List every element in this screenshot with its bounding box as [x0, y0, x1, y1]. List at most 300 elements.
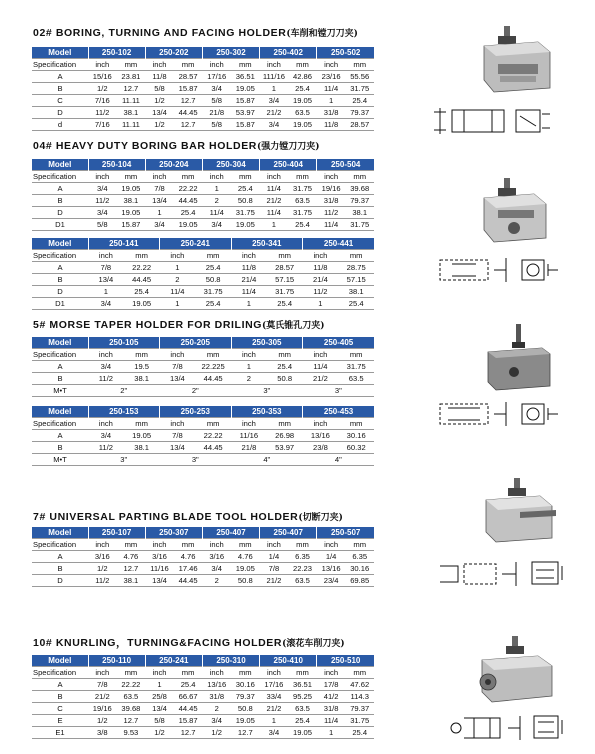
table-row	[32, 727, 374, 739]
unit-label: inch	[324, 60, 339, 69]
spec-table-02	[32, 47, 374, 131]
unit-label: inch	[324, 668, 339, 677]
table-cell: 22.22	[121, 680, 141, 689]
table-cell: 19/16	[92, 704, 112, 713]
model-label: Model	[32, 159, 88, 171]
table-cell: 3/4	[211, 716, 222, 725]
table-cell: 11/4	[324, 716, 339, 725]
table-row	[32, 575, 374, 587]
table-row	[32, 691, 374, 703]
table-cell: 25.4	[348, 299, 364, 308]
model-number: 250-302	[202, 47, 259, 59]
model-number: 250-407	[260, 527, 317, 539]
table-cell: 11/2	[313, 287, 328, 296]
table-cell: 1/2	[97, 564, 108, 573]
spec-table-5b	[32, 406, 374, 466]
table-cell: 3/4	[100, 362, 112, 371]
unit-label: inch	[313, 251, 328, 260]
table-cell: 111/16	[262, 72, 285, 81]
tool-holder-photo-02	[476, 24, 556, 94]
specification-label: Specification	[33, 60, 77, 69]
table-cell: 19.05	[121, 184, 141, 193]
table-cell: 63.5	[123, 692, 139, 701]
morse-taper-row	[32, 385, 374, 397]
table-cell: 7/8	[97, 680, 108, 689]
unit-label: inch	[241, 350, 256, 359]
table-cell: 19.05	[121, 208, 141, 217]
table-cell: 19.05	[235, 716, 255, 725]
unit-label: inch	[152, 668, 167, 677]
table-cell: 44.45	[178, 196, 198, 205]
section-title-5: 5# MORSE TAPER HOLDER FOR DRILING(莫氏锥孔刀夹)	[33, 319, 325, 331]
table-row	[32, 219, 374, 231]
table-cell: 57.15	[346, 275, 366, 284]
table-cell: 25.4	[277, 362, 293, 371]
table-cell: 25.4	[180, 208, 196, 217]
table-cell: 25.4	[295, 220, 310, 229]
model-number: 250-310	[202, 655, 259, 667]
unit-header-row	[32, 539, 374, 551]
table-cell: 4.76	[237, 552, 253, 561]
unit-label: mm	[349, 251, 363, 260]
table-cell: 11/16	[150, 564, 169, 573]
table-cell: 4.76	[180, 552, 196, 561]
table-cell: 1	[157, 208, 162, 217]
table-cell: 13/4	[152, 576, 167, 585]
row-label: M•T	[53, 386, 67, 395]
table-row	[32, 703, 374, 715]
unit-header-row	[32, 59, 374, 71]
table-cell: 1/2	[154, 728, 165, 737]
unit-label: inch	[170, 251, 185, 260]
unit-label: mm	[206, 350, 220, 359]
model-label: Model	[32, 527, 88, 539]
unit-label: inch	[170, 419, 185, 428]
model-number: 250-104	[88, 159, 145, 171]
table-cell: 22.22	[203, 431, 223, 440]
unit-label: mm	[353, 60, 367, 69]
model-label: Model	[32, 406, 88, 418]
technical-drawing-5	[436, 398, 566, 432]
table-row	[32, 298, 374, 310]
table-cell: 11/8	[324, 120, 339, 129]
unit-label: inch	[152, 60, 167, 69]
row-label: D	[57, 287, 63, 296]
table-cell: 28.57	[178, 72, 198, 81]
table-row	[32, 119, 374, 131]
model-number: 250-107	[88, 527, 145, 539]
table-cell: 11/4	[170, 287, 185, 296]
unit-label: inch	[266, 60, 281, 69]
table-cell: 21/2	[94, 692, 110, 701]
table-cell: 44.45	[132, 275, 152, 284]
table-cell: 7/8	[172, 431, 183, 440]
table-cell: 19.05	[293, 120, 313, 129]
unit-label: inch	[324, 172, 339, 181]
table-cell: 28.75	[346, 263, 366, 272]
table-cell: 28.57	[275, 263, 295, 272]
table-cell: 11/2	[95, 108, 110, 117]
table-cell: 7/8	[154, 184, 165, 193]
table-cell: 3/16	[209, 552, 225, 561]
table-cell: 25.4	[134, 287, 150, 296]
table-cell: 2	[214, 576, 219, 585]
table-cell: 60.32	[346, 443, 366, 452]
table-cell: 1	[271, 220, 277, 229]
table-cell: 22.225	[201, 362, 225, 371]
unit-label: inch	[209, 668, 224, 677]
table-cell: 38.1	[134, 443, 150, 452]
row-label: B	[57, 275, 63, 284]
model-label: Model	[32, 655, 88, 667]
table-cell: 11/8	[313, 263, 328, 272]
table-cell: 3/4	[154, 220, 165, 229]
table-row	[32, 195, 374, 207]
table-cell: 23/16	[321, 72, 341, 81]
table-cell: 4.76	[123, 552, 139, 561]
unit-label: mm	[238, 540, 252, 549]
table-cell: 23/8	[313, 443, 328, 452]
unit-label: mm	[278, 419, 291, 428]
table-cell: 13/4	[170, 374, 185, 383]
unit-label: mm	[296, 668, 309, 677]
table-cell: 1	[328, 96, 334, 105]
table-cell: 1	[157, 680, 162, 689]
unit-label: inch	[98, 419, 113, 428]
table-cell: 7/8	[268, 564, 280, 573]
table-cell: 44.45	[178, 108, 198, 117]
unit-label: mm	[278, 350, 291, 359]
unit-label: mm	[135, 251, 148, 260]
table-cell: 15.87	[178, 716, 198, 725]
row-label: D1	[55, 299, 65, 308]
table-row	[32, 107, 374, 119]
row-label: A	[57, 431, 63, 440]
unit-label: mm	[353, 540, 367, 549]
table-cell: 11/4	[266, 184, 282, 193]
table-cell: 21/2	[266, 108, 282, 117]
unit-label: mm	[135, 350, 148, 359]
table-cell: 7/16	[94, 96, 110, 105]
table-cell: 1	[328, 728, 334, 737]
table-cell: 47.62	[350, 680, 370, 689]
unit-label: mm	[135, 419, 148, 428]
table-cell: 13/16	[207, 680, 227, 689]
model-number: 250-441	[303, 238, 375, 250]
row-label: C	[57, 96, 63, 105]
table-cell: 17.46	[178, 564, 198, 573]
table-cell: 3/4	[268, 96, 280, 105]
table-cell: 79.37	[235, 692, 255, 701]
table-cell: 26.98	[275, 431, 295, 440]
unit-label: inch	[324, 540, 339, 549]
table-cell: 39.68	[350, 184, 370, 193]
table-cell: 28.57	[350, 120, 370, 129]
row-label: B	[57, 564, 63, 573]
table-cell: 11/2	[95, 576, 110, 585]
table-cell: 44.45	[203, 374, 223, 383]
table-cell: 31.75	[203, 287, 223, 296]
table-cell: 21/2	[266, 704, 282, 713]
table-cell: 38.1	[123, 108, 139, 117]
table-cell: 31.75	[350, 84, 370, 93]
model-header-row	[32, 655, 374, 667]
spec-table-04b	[32, 238, 374, 310]
table-row	[32, 95, 374, 107]
table-row	[32, 563, 374, 575]
specification-label: Specification	[33, 668, 77, 677]
table-cell: 3/4	[268, 728, 280, 737]
table-cell: 63.5	[348, 374, 364, 383]
table-cell: 11/4	[241, 287, 257, 296]
unit-label: mm	[181, 172, 195, 181]
row-label: D	[57, 108, 63, 117]
table-row	[32, 262, 374, 274]
table-cell: 2	[246, 374, 252, 383]
row-label: C	[57, 704, 63, 713]
table-cell: 1/2	[154, 96, 165, 105]
table-cell: 2	[175, 275, 180, 284]
model-number: 250-304	[202, 159, 259, 171]
table-cell: 38.1	[123, 196, 139, 205]
model-number: 250-353	[231, 406, 303, 418]
table-cell: 1	[175, 299, 180, 308]
row-label: E1	[55, 728, 65, 737]
row-label: B	[57, 374, 63, 383]
table-cell: 31/8	[323, 196, 339, 205]
table-cell: 1/2	[154, 120, 165, 129]
table-cell: 3/4	[211, 564, 222, 573]
table-row	[32, 183, 374, 195]
table-cell: 3/4	[211, 84, 222, 93]
table-cell: 21/4	[241, 275, 257, 284]
table-cell: 25.4	[277, 299, 293, 308]
table-cell: 50.8	[237, 704, 253, 713]
tool-holder-photo-10	[472, 634, 562, 706]
table-cell: 3/4	[100, 299, 112, 308]
unit-label: inch	[152, 540, 167, 549]
row-label: B	[57, 84, 63, 93]
table-cell: 15/16	[92, 72, 112, 81]
unit-label: inch	[313, 350, 328, 359]
table-cell: 19.05	[235, 564, 255, 573]
model-header-row	[32, 238, 374, 250]
section-title-10: 10# KNURLING，TURNING&FACING HOLDER(滚花车削刀夹)	[33, 637, 345, 649]
table-cell: 57.15	[275, 275, 295, 284]
table-cell: 63.5	[295, 704, 310, 713]
table-cell: 7/8	[100, 263, 112, 272]
row-label: B	[57, 443, 63, 452]
table-cell: 63.5	[295, 196, 310, 205]
table-row	[32, 286, 374, 298]
table-cell: 19.05	[235, 220, 255, 229]
table-cell: 25.4	[352, 728, 368, 737]
row-label: A	[57, 263, 63, 272]
model-number: 250-205	[160, 337, 232, 349]
table-cell: 11/8	[241, 263, 257, 272]
table-cell: 11/4	[313, 362, 328, 371]
unit-label: inch	[98, 251, 113, 260]
table-cell: 1/2	[211, 728, 222, 737]
table-cell: 13/4	[152, 108, 167, 117]
table-cell: 7/8	[172, 362, 183, 371]
table-cell: 21/2	[266, 196, 282, 205]
table-cell: 12.7	[180, 96, 196, 105]
table-row	[32, 715, 374, 727]
unit-label: mm	[206, 419, 220, 428]
table-cell: 50.8	[237, 576, 253, 585]
unit-label: inch	[313, 419, 328, 428]
table-cell: 3/4	[97, 184, 108, 193]
table-cell: 11/8	[152, 72, 167, 81]
table-cell: 12.7	[180, 120, 196, 129]
table-cell: 21/4	[313, 275, 328, 284]
table-cell: 31.75	[235, 208, 255, 217]
specification-label: Specification	[33, 540, 77, 549]
table-cell: 1/2	[97, 716, 108, 725]
table-cell: 2	[214, 196, 219, 205]
unit-label: mm	[124, 540, 138, 549]
table-cell: 19.05	[293, 728, 313, 737]
unit-label: mm	[124, 172, 138, 181]
unit-label: inch	[152, 172, 167, 181]
row-label: D1	[55, 220, 65, 229]
unit-label: mm	[349, 350, 363, 359]
table-cell: 11/4	[324, 220, 339, 229]
table-cell: 13/4	[152, 196, 167, 205]
table-cell: 1	[246, 299, 252, 308]
table-cell: 9.53	[123, 728, 139, 737]
table-cell: 25.4	[295, 84, 310, 93]
row-label: D	[57, 576, 63, 585]
table-cell: 17/16	[207, 72, 227, 81]
model-header-row	[32, 159, 374, 171]
model-number: 250-507	[317, 527, 374, 539]
unit-label: inch	[266, 172, 281, 181]
technical-drawing-10	[446, 710, 576, 746]
table-cell: 3/4	[100, 431, 112, 440]
table-cell: 50.8	[205, 275, 221, 284]
model-label: Model	[32, 47, 88, 59]
technical-drawing-04	[436, 254, 566, 288]
spec-table-10	[32, 655, 374, 739]
unit-label: mm	[181, 60, 195, 69]
table-cell: 19.05	[178, 220, 198, 229]
table-cell: 22.22	[178, 184, 198, 193]
table-cell: 79.37	[350, 108, 370, 117]
table-cell: 12.7	[123, 564, 139, 573]
unit-label: mm	[181, 668, 195, 677]
table-cell: 3/16	[152, 552, 167, 561]
row-label: A	[57, 680, 63, 689]
model-number: 250-502	[317, 47, 374, 59]
unit-header-row	[32, 667, 374, 679]
table-cell: 25/8	[152, 692, 167, 701]
table-cell: 30.16	[350, 564, 370, 573]
unit-label: mm	[278, 251, 291, 260]
section-title-cn: (滚花车削刀夹)	[282, 639, 345, 649]
table-cell: 36.51	[293, 680, 313, 689]
unit-label: mm	[353, 668, 367, 677]
row-label: B	[57, 692, 63, 701]
model-label: Model	[32, 337, 88, 349]
table-cell: 38.1	[352, 208, 368, 217]
table-cell: 2"	[120, 386, 128, 395]
model-number: 250-307	[145, 527, 202, 539]
section-title-cn: (切断刀夹)	[298, 513, 343, 523]
section-title-cn: (莫氏锥孔刀夹)	[262, 321, 325, 331]
table-cell: 44.45	[203, 443, 223, 452]
table-cell: 95.25	[293, 692, 313, 701]
unit-label: mm	[206, 251, 220, 260]
unit-label: inch	[209, 60, 224, 69]
table-cell: 19.05	[132, 299, 152, 308]
unit-label: mm	[181, 540, 195, 549]
table-cell: 1/4	[325, 552, 337, 561]
table-cell: 1	[175, 263, 180, 272]
unit-label: mm	[238, 172, 252, 181]
table-row	[32, 83, 374, 95]
table-cell: 12.7	[123, 716, 139, 725]
model-number: 250-453	[303, 406, 375, 418]
table-cell: 41/2	[323, 692, 339, 701]
unit-header-row	[32, 171, 374, 183]
table-cell: 23/4	[323, 576, 339, 585]
model-header-row	[32, 337, 374, 349]
morse-taper-row	[32, 454, 374, 466]
table-cell: 66.67	[178, 692, 198, 701]
table-cell: 63.5	[295, 576, 310, 585]
row-label: A	[57, 362, 63, 371]
unit-label: inch	[98, 350, 113, 359]
table-cell: 3"	[120, 455, 128, 464]
table-cell: 25.4	[180, 680, 196, 689]
table-cell: 4"	[263, 455, 271, 464]
table-cell: 1	[103, 287, 108, 296]
table-cell: 33/4	[266, 692, 282, 701]
table-cell: 2	[214, 704, 219, 713]
table-cell: 15.87	[235, 96, 255, 105]
table-cell: 11/2	[95, 196, 110, 205]
table-cell: 23.81	[121, 72, 141, 81]
model-number: 250-241	[160, 238, 232, 250]
table-cell: 6.35	[295, 552, 310, 561]
table-cell: 44.45	[178, 704, 198, 713]
table-cell: 11/4	[209, 208, 224, 217]
section-title-04: 04# HEAVY DUTY BORING BAR HOLDER(强力镗刀刀夹)	[33, 140, 320, 152]
model-number: 250-510	[317, 655, 374, 667]
table-cell: 55.56	[350, 72, 370, 81]
table-cell: 11.11	[121, 120, 140, 129]
table-cell: 19.05	[293, 96, 313, 105]
table-cell: 53.97	[275, 443, 295, 452]
technical-drawing-02	[430, 104, 560, 138]
table-cell: 50.8	[277, 374, 293, 383]
model-number: 250-204	[145, 159, 202, 171]
table-cell: 69.85	[350, 576, 370, 585]
table-cell: 22.22	[132, 263, 152, 272]
row-label: d	[57, 120, 63, 129]
table-cell: 11/2	[98, 443, 113, 452]
table-cell: 3"	[334, 386, 342, 395]
table-cell: 79.37	[350, 196, 370, 205]
table-cell: 1	[246, 362, 252, 371]
model-header-row	[32, 47, 374, 59]
table-cell: 30.16	[235, 680, 255, 689]
table-row	[32, 679, 374, 691]
table-cell: 15.87	[178, 84, 198, 93]
model-number: 250-504	[317, 159, 374, 171]
